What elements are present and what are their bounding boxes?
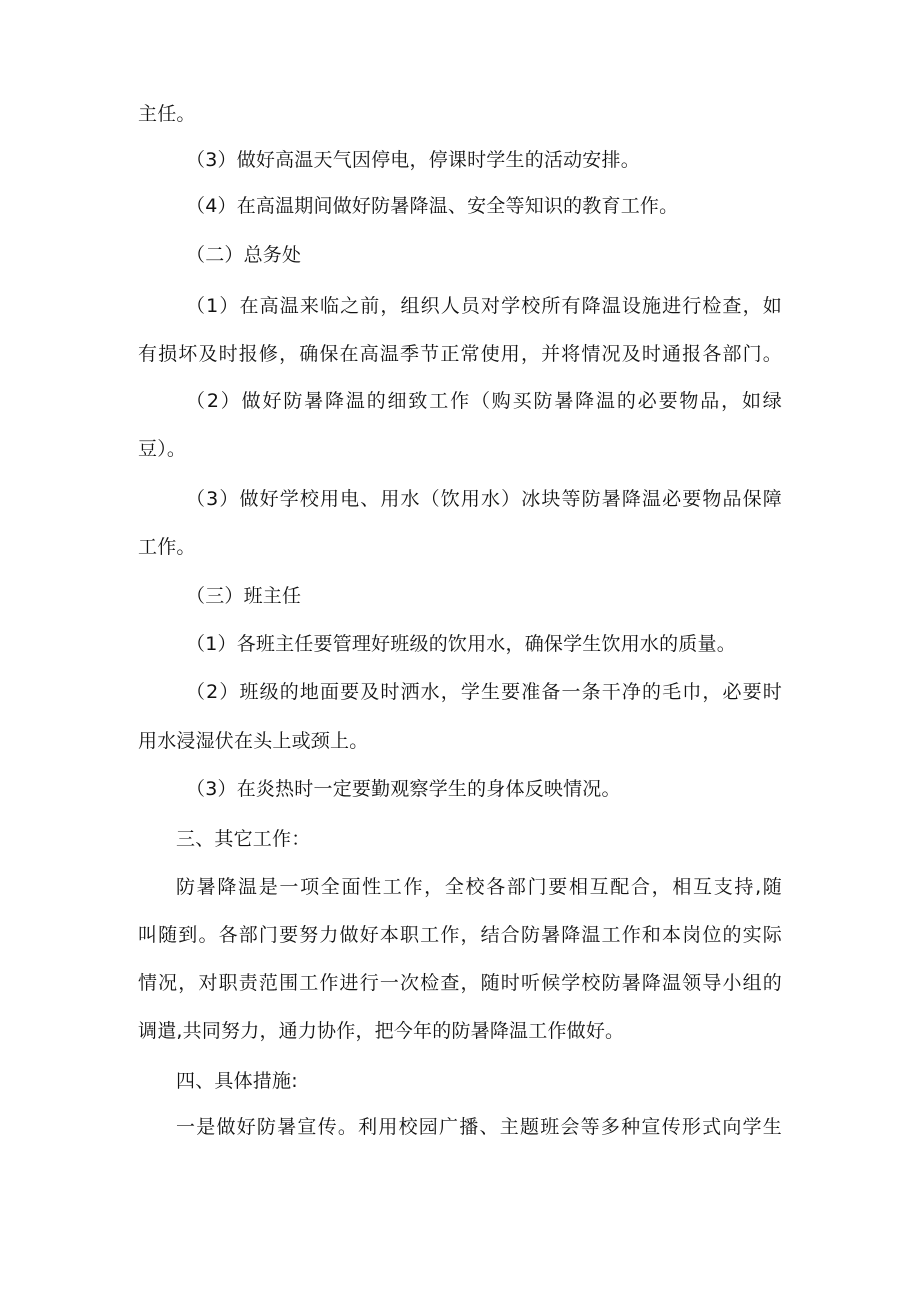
paragraph-line: 有损坏及时报修，确保在高温季节正常使用，并将情况及时通报各部门。	[138, 343, 782, 365]
paragraph-line: （3）做好高温天气因停电，停课时学生的活动安排。	[186, 149, 640, 171]
paragraph-line: 防暑降温是一项全面性工作，全校各部门要相互配合，相互支持,随	[176, 876, 782, 898]
paragraph-line: 主任。	[138, 103, 196, 125]
paragraph-line: （2）做好防暑降温的细致工作（购买防暑降温的必要物品，如绿	[186, 390, 782, 412]
section-heading: 四、具体措施:	[176, 1070, 298, 1092]
paragraph-line: 豆）。	[138, 438, 187, 460]
paragraph-line: （1）在高温来临之前，组织人员对学校所有降温设施进行检查，如	[186, 295, 782, 317]
section-heading: 三、其它工作：	[176, 828, 311, 850]
section-heading: （三）班主任	[186, 585, 302, 607]
paragraph-line: 用水浸湿伏在头上或颈上。	[138, 730, 369, 752]
paragraph-line: （4）在高温期间做好防暑降温、安全等知识的教育工作。	[186, 195, 679, 217]
paragraph-line: （2）班级的地面要及时洒水，学生要准备一条干净的毛巾，必要时	[186, 681, 782, 703]
paragraph-line: 一是做好防暑宣传。利用校园广播、主题班会等多种宣传形式向学生	[176, 1116, 782, 1138]
paragraph-line: 工作。	[138, 536, 196, 558]
paragraph-line: （3）做好学校用电、用水（饮用水）冰块等防暑降温必要物品保障	[186, 488, 782, 510]
paragraph-line: 情况，对职责范围工作进行一次检查，随时听候学校防暑降温领导小组的	[138, 972, 782, 994]
section-heading: （二）总务处	[186, 244, 302, 266]
paragraph-line: （1）各班主任要管理好班级的饮用水，确保学生饮用水的质量。	[186, 633, 736, 655]
paragraph-line: 调遣,共同努力，通力协作，把今年的防暑降温工作做好。	[138, 1020, 625, 1042]
paragraph-line: 叫随到。各部门要努力做好本职工作，结合防暑降温工作和本岗位的实际	[138, 924, 782, 946]
paragraph-line: （3）在炎热时一定要勤观察学生的身体反映情况。	[186, 778, 621, 800]
